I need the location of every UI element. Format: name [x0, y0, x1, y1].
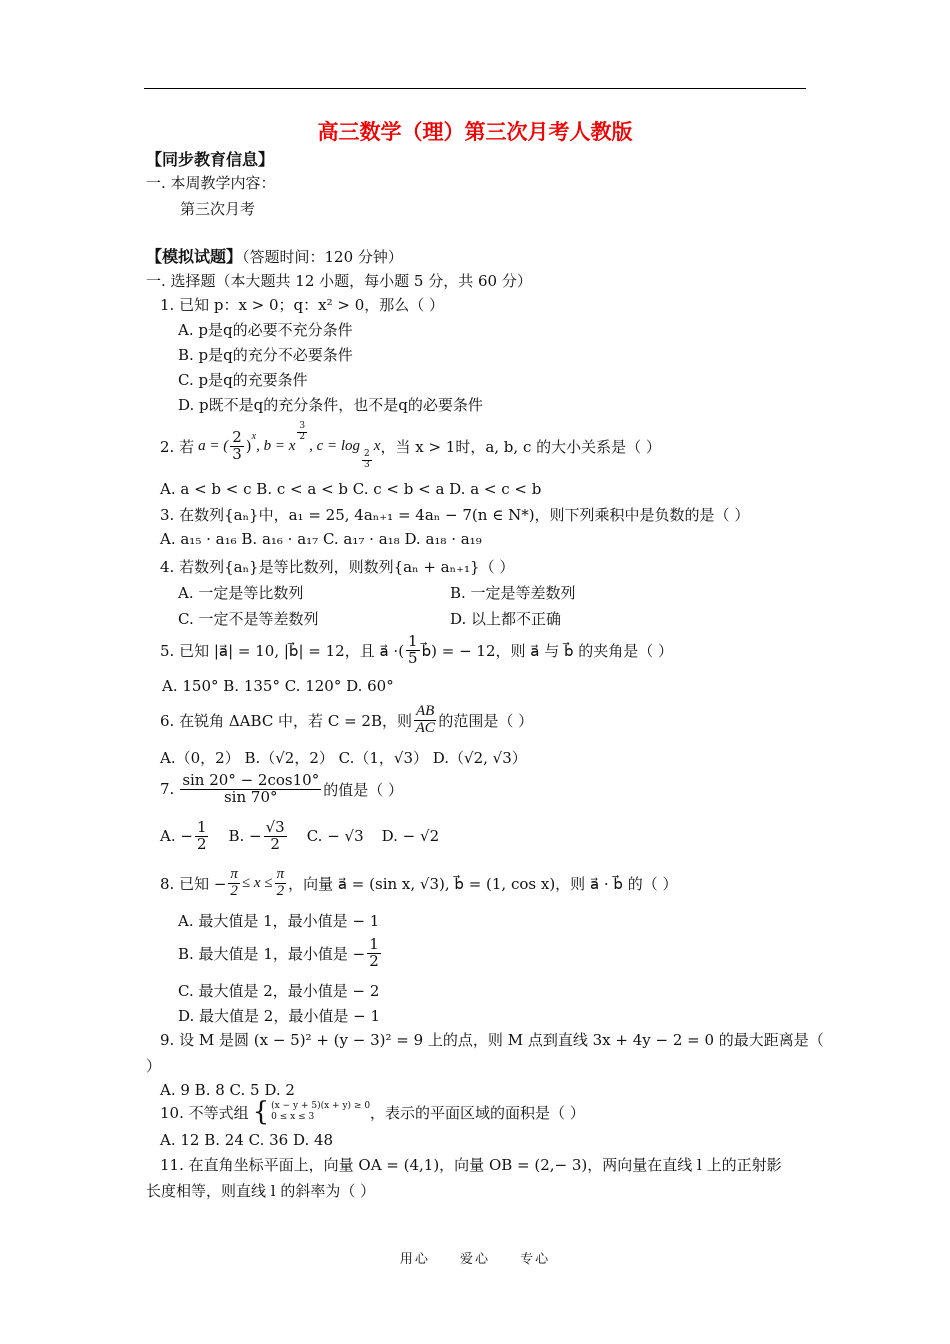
q7-option-b: B. − — [228, 827, 262, 845]
q10-tail: ，表示的平面区域的面积是（ ） — [370, 1103, 585, 1122]
header-rule — [144, 88, 806, 89]
q1-option-d: D. p既不是q的充分条件，也不是q的必要条件 — [178, 396, 483, 414]
time-note: （答题时间：120 分钟） — [242, 248, 403, 266]
sync-info-item: 一. 本周教学内容： — [146, 174, 276, 192]
q7-option-a: A. − — [160, 827, 193, 845]
q5-frac-one-fifth: $\frac{1}{5}$ — [408, 631, 418, 667]
q4-option-a: A. 一定是等比数列 — [178, 584, 304, 602]
q5-options: A. 150° B. 135° C. 120° D. 60° — [162, 677, 394, 695]
q1-option-b: B. p是q的充分不必要条件 — [178, 346, 353, 364]
q2-c: , c = log — [309, 437, 361, 454]
q10-system: (x − y + 5)(x + y) ≥ 0 0 ≤ x ≤ 3 — [271, 1101, 371, 1122]
sync-info-content: 第三次月考 — [180, 200, 256, 218]
q2-tail: ，当 x > 1时，a, b, c 的大小关系是（ ） — [380, 437, 661, 456]
section-choice: 一. 选择题（本大题共 12 小题，每小题 5 分，共 60 分） — [146, 272, 532, 290]
q6-frac-ab-ac: $\frac{AB}{AC}$ — [415, 702, 435, 736]
q1-stem: 1. 已知 p：x > 0；q：x² > 0，那么（ ） — [160, 296, 445, 314]
q4-stem: 4. 若数列{aₙ}是等比数列，则数列{aₙ + aₙ₊₁}（ ） — [160, 558, 515, 576]
q4-option-d: D. 以上都不正确 — [450, 610, 562, 628]
q4-option-b: B. 一定是等差数列 — [450, 584, 576, 602]
q6-tail: 的范围是（ ） — [438, 711, 534, 730]
q5-stem — [160, 628, 673, 672]
q8-frac-half: $\frac{1}{2}$ — [369, 934, 379, 970]
footer-word-3: 专心 — [520, 1252, 551, 1267]
q10-options: A. 12 B. 24 C. 36 D. 48 — [160, 1131, 334, 1149]
q5-tail: b⃗) = − 12，则 a⃗ 与 b⃗ 的夹角是（ ） — [421, 641, 674, 660]
q11-stem: 11. 在直角坐标平面上，向量 OA = (4,1)，向量 OB = (2,− 3)，两向量在直线 l 上的正射影 — [160, 1156, 782, 1174]
footer-word-1: 用心 — [399, 1252, 430, 1267]
q10-lead: 10. 不等式组 — [160, 1103, 249, 1122]
q2-log-base: $\frac{2}{3}$ — [364, 449, 370, 470]
page-footer — [0, 1248, 950, 1267]
q8-option-b-text: B. 最大值是 1，最小值是 − — [178, 944, 366, 963]
q6-options: A.（0，2） B.（√2，2） C.（1，√3） D.（√2, √3） — [160, 749, 527, 767]
q7-frac-sqrt3-half: $\frac{√3}{2}$ — [265, 817, 285, 853]
q7-option-d: D. − √2 — [381, 827, 440, 845]
q8-option-b — [178, 932, 383, 974]
q9-stem-cont: ） — [146, 1057, 162, 1075]
sync-info-heading: 【同步教育信息】 — [146, 150, 275, 169]
q8-option-a: A. 最大值是 1，最小值是 − 1 — [178, 912, 380, 930]
q2-b: , b = x — [256, 437, 296, 454]
q1-option-c: C. p是q的充要条件 — [178, 371, 308, 389]
footer-word-2: 爱心 — [459, 1252, 490, 1267]
q8-frac-pi-half-right: $\frac{\pi}{2}$ — [276, 865, 285, 899]
mock-heading-line — [146, 244, 403, 267]
q11-stem-cont: 长度相等，则直线 l 的斜率为（ ） — [146, 1182, 376, 1200]
q2-exp-three-halves: $\frac{3}{2}$ — [299, 421, 306, 442]
q8-mid: ≤ x ≤ — [241, 874, 273, 891]
q7-lead: 7. — [160, 780, 175, 798]
q2-stem: 2. 若 a = ( $\frac{2}{3}$ ) $^x$ , b = x $\frac{3}{2}$ , c = log $\frac{2}{3}$ x ，当 x > 1时，a, b, c 的大小关系是（ ） — [160, 421, 661, 470]
q2-frac-two-thirds: $\frac{2}{3}$ — [232, 427, 242, 463]
q8-option-d: D. 最大值是 2，最小值是 − 1 — [178, 1007, 380, 1025]
q2-options: A. a < b < c B. c < a < b C. c < b < a D. a < c < b — [160, 480, 542, 498]
q4-option-c: C. 一定不是等差数列 — [178, 610, 319, 628]
q8-frac-pi-half-left: $\frac{\pi}{2}$ — [230, 865, 238, 899]
q7-stem — [160, 766, 403, 812]
q8-tail: ，向量 a⃗ = (sin x, √3), b⃗ = (1, cos x)，则 a⃗ · b⃗ 的（ ） — [288, 874, 678, 893]
q3-options: A. a₁₅ · a₁₆ B. a₁₆ · a₁₇ C. a₁₇ · a₁₈ D. a₁₈ · a₁₉ — [160, 530, 482, 548]
q2-lead: 2. 若 — [160, 437, 195, 456]
q7-fraction: $\frac{\sin 20^\circ - 2\cos 10^\circ}{\sin 70^\circ}$ — [182, 770, 320, 806]
q7-option-c: C. − √3 — [306, 827, 364, 845]
q8-stem — [160, 861, 678, 905]
q5-lead: 5. 已知 |a⃗| = 10, |b⃗| = 12，且 a⃗ ·( — [160, 641, 405, 660]
q7-tail: 的值是（ ） — [323, 780, 403, 799]
q3-stem: 3. 在数列{aₙ}中，a₁ = 25, 4aₙ₊₁ = 4aₙ − 7(n ∈ N*)，则下列乘积中是负数的是（ ） — [160, 506, 750, 524]
q1-option-a: A. p是q的必要不充分条件 — [178, 321, 353, 339]
q6-lead: 6. 在锐角 ΔABC 中，若 C = 2B，则 — [160, 711, 412, 730]
q10-brace: { — [252, 1097, 270, 1127]
q7-frac-half: $\frac{1}{2}$ — [196, 817, 207, 853]
q6-stem — [160, 698, 533, 742]
page-title: 高三数学（理）第三次月考人教版 — [317, 120, 633, 144]
q8-option-c: C. 最大值是 2，最小值是 − 2 — [178, 982, 380, 1000]
q2-a: a = ( — [198, 437, 229, 454]
q10-stem — [160, 1096, 585, 1128]
q9-options: A. 9 B. 8 C. 5 D. 2 — [160, 1081, 295, 1099]
q7-options — [160, 814, 439, 858]
q8-lead: 8. 已知 − — [160, 874, 227, 893]
q9-stem: 9. 设 M 是圆 (x − 5)² + (y − 3)² = 9 上的点，则 M 点到直线 3x + 4y − 2 = 0 的最大距离是（ — [160, 1031, 824, 1049]
mock-heading: 【模拟试题】 — [146, 247, 243, 266]
